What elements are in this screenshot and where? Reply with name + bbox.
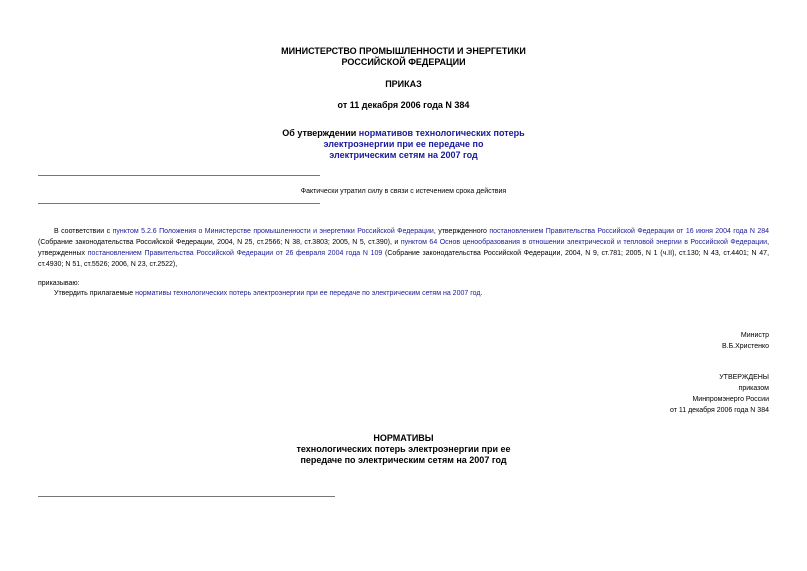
paragraph-text: . — [480, 290, 483, 297]
annex-title-line3: передаче по электрическим сетям на 2007 год — [300, 455, 507, 465]
divider-top — [38, 175, 320, 176]
annex-title-line2: технологических потерь электроэнергии при ее — [296, 444, 511, 454]
order-word: приказываю: — [38, 280, 80, 287]
ministry-name-line2: РОССИЙСКОЙ ФЕДЕРАЦИИ — [341, 57, 466, 67]
approval-line3: Минпромэнерго России — [692, 396, 769, 403]
paragraph-text: , утвержденных — [38, 239, 770, 257]
annex-title-line1: НОРМАТИВЫ — [373, 433, 434, 443]
paragraph-text: (Собрание законодательства Российской Федерации, 2004, N 9, ст.781; 2005, N 1 (ч.II), ст.130; N 43, ст.4401; N 47, ст.4930; N 51, ст.5526; 2006, N 23, ст.2522), — [38, 250, 770, 268]
legal-reference-link[interactable]: постановлением Правительства Российской Федерации от 16 июня 2004 года N 284 — [489, 228, 770, 235]
paragraph-text: Утвердить прилагаемые — [54, 290, 136, 297]
legal-reference-link[interactable]: пунктом 64 Основ ценообразования в отношении электрической и тепловой энергии в Российской Федерации — [400, 239, 768, 246]
divider-annex — [38, 496, 335, 497]
approval-line2: приказом — [738, 385, 769, 392]
legal-reference-link[interactable]: нормативы технологических потерь электроэнергии при ее передаче по электрическим сетям на 2007 год — [135, 290, 481, 297]
doc-title-prefix: Об утверждении — [282, 128, 359, 138]
approval-line1: УТВЕРЖДЕНЫ — [719, 374, 769, 381]
legal-reference-link[interactable]: пунктом 5.2.6 Положения о Министерстве промышленности и энергетики Российской Федерации — [112, 228, 434, 235]
title-link-line3[interactable]: электрическим сетям на 2007 год — [329, 150, 478, 160]
paragraph-text: В соответствии с — [54, 228, 113, 235]
doc-title — [0, 128, 807, 139]
paragraph-text: , утвержденного — [433, 228, 490, 235]
ministry-name-line1: МИНИСТЕРСТВО ПРОМЫШЛЕННОСТИ И ЭНЕРГЕТИКИ — [281, 46, 526, 56]
title-link-line1[interactable]: нормативов технологических потерь — [358, 128, 525, 138]
signature-position: Министр — [740, 332, 769, 339]
legal-reference-link[interactable]: постановлением Правительства Российской Федерации от 26 февраля 2004 года N 109 — [87, 250, 383, 257]
divider-bottom — [38, 203, 320, 204]
order-paragraph — [38, 288, 769, 299]
title-link-line2[interactable]: электроэнергии при ее передаче по — [323, 139, 484, 149]
preamble-paragraph — [38, 226, 769, 270]
status-note: Фактически утратил силу в связи с истечением срока действия — [300, 188, 507, 195]
doc-date: от 11 декабря 2006 года N 384 — [337, 100, 470, 110]
doc-type: ПРИКАЗ — [385, 79, 422, 89]
approval-line4: от 11 декабря 2006 года N 384 — [669, 407, 769, 414]
paragraph-text: (Собрание законодательства Российской Федерации, 2004, N 25, ст.2566; N 38, ст.3803; 2005, N 5, ст.390), и — [38, 239, 401, 246]
signature-name: В.Б.Христенко — [721, 343, 769, 350]
